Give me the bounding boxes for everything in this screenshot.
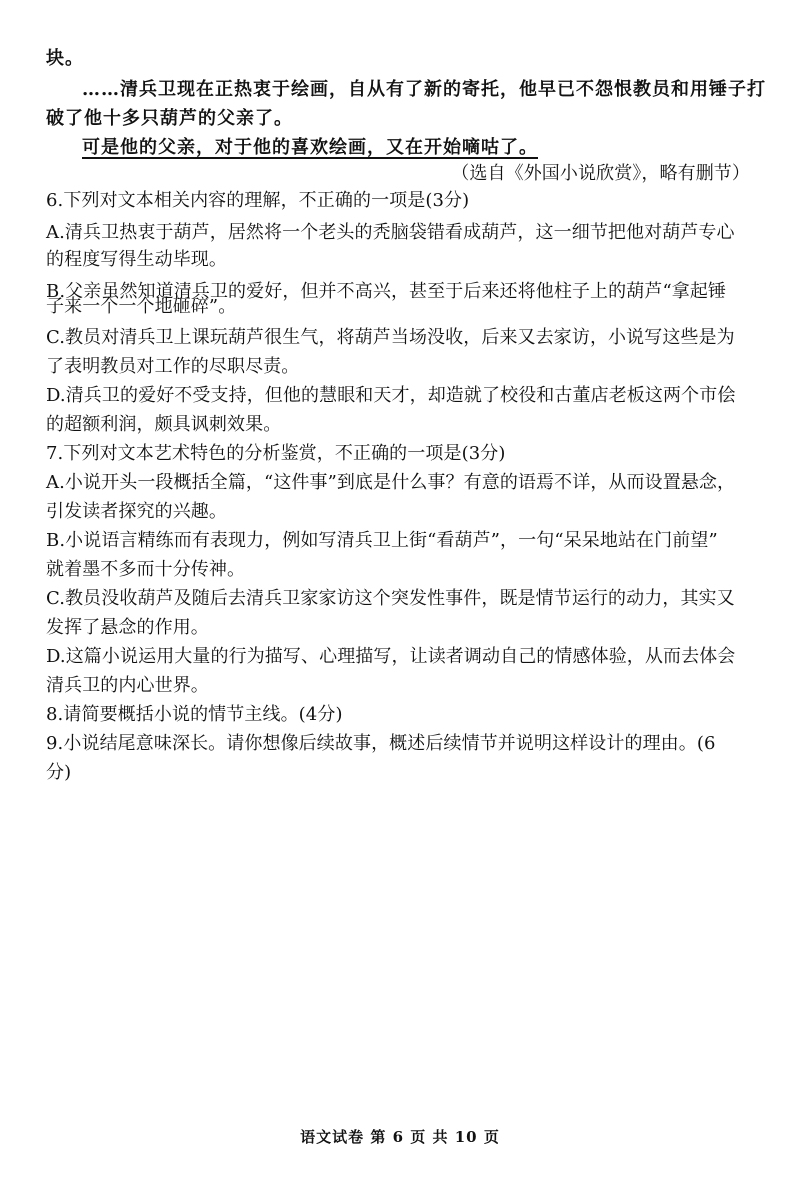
question-7-option-b-line-2: 就着墨不多而十分传神。 <box>46 559 246 580</box>
question-7-option-c-line-2: 发挥了悬念的作用。 <box>46 617 209 638</box>
question-6-stem: 6.下列对文本相关内容的理解，不正确的一项是(3分) <box>46 190 470 211</box>
page-footer: 语文试卷 第 6 页 共 10 页 <box>300 1128 500 1146</box>
passage-source: （选自《外国小说欣赏》，略有删节） <box>451 163 750 184</box>
question-7-option-d-line-1: D.这篇小说运用大量的行为描写、心理描写，让读者调动自己的情感体验，从而去体会 <box>46 646 736 667</box>
question-6-option-c-line-2: 了表明教员对工作的尽职尽责。 <box>46 356 300 377</box>
passage-line-4: 可是他的父亲，对于他的喜欢绘画，又在开始嘀咕了。 <box>82 137 538 158</box>
question-7-option-c-line-1: C.教员没收葫芦及随后去清兵卫家家访这个突发性事件，既是情节运行的动力，其实又 <box>46 588 735 609</box>
question-8-stem: 8.请简要概括小说的情节主线。(4分) <box>46 704 343 725</box>
question-9-line-2: 分) <box>46 762 72 783</box>
question-6-option-d-line-2: 的超额利润，颇具讽刺效果。 <box>46 414 282 435</box>
question-6-option-a-line-2: 的程度写得生动毕现。 <box>46 249 227 270</box>
question-7-option-d-line-2: 清兵卫的内心世界。 <box>46 675 209 696</box>
question-9-line-1: 9.小说结尾意味深长。请你想像后续故事，概述后续情节并说明这样设计的理由。(6 <box>46 733 716 754</box>
question-7-stem: 7.下列对文本艺术特色的分析鉴赏，不正确的一项是(3分) <box>46 443 506 464</box>
question-7-option-a-line-2: 引发读者探究的兴趣。 <box>46 501 227 522</box>
question-7-option-b-line-1: B.小说语言精练而有表现力，例如写清兵卫上街“看葫芦”，一句“呆呆地站在门前望” <box>46 530 718 551</box>
passage-line-3: 破了他十多只葫芦的父亲了。 <box>46 108 293 129</box>
question-6-option-a-line-1: A.清兵卫热衷于葫芦，居然将一个老头的秃脑袋错看成葫芦，这一细节把他对葫芦专心 <box>46 222 735 243</box>
passage-line-1: 块。 <box>46 48 84 69</box>
question-7-option-a-line-1: A.小说开头一段概括全篇，“这件事”到底是什么事？有意的语焉不详，从而设置悬念， <box>46 472 736 493</box>
question-6-option-c-line-1: C.教员对清兵卫上课玩葫芦很生气，将葫芦当场没收，后来又去家访，小说写这些是为 <box>46 327 735 348</box>
question-6-option-b-line-1: B.父亲虽然知道清兵卫的爱好，但并不高兴，甚至于后来还将他柱子上的葫芦“拿起锤 <box>46 281 727 302</box>
passage-line-2: ……清兵卫现在正热衷于绘画，自从有了新的寄托，他早已不怨恨教员和用锤子打 <box>82 79 766 100</box>
question-6-option-b-line-2: 子来一个一个地砸碎”。 <box>46 296 237 317</box>
question-6-option-d-line-1: D.清兵卫的爱好不受支持，但他的慧眼和天才，却造就了校役和古董店老板这两个市侩 <box>46 385 736 406</box>
